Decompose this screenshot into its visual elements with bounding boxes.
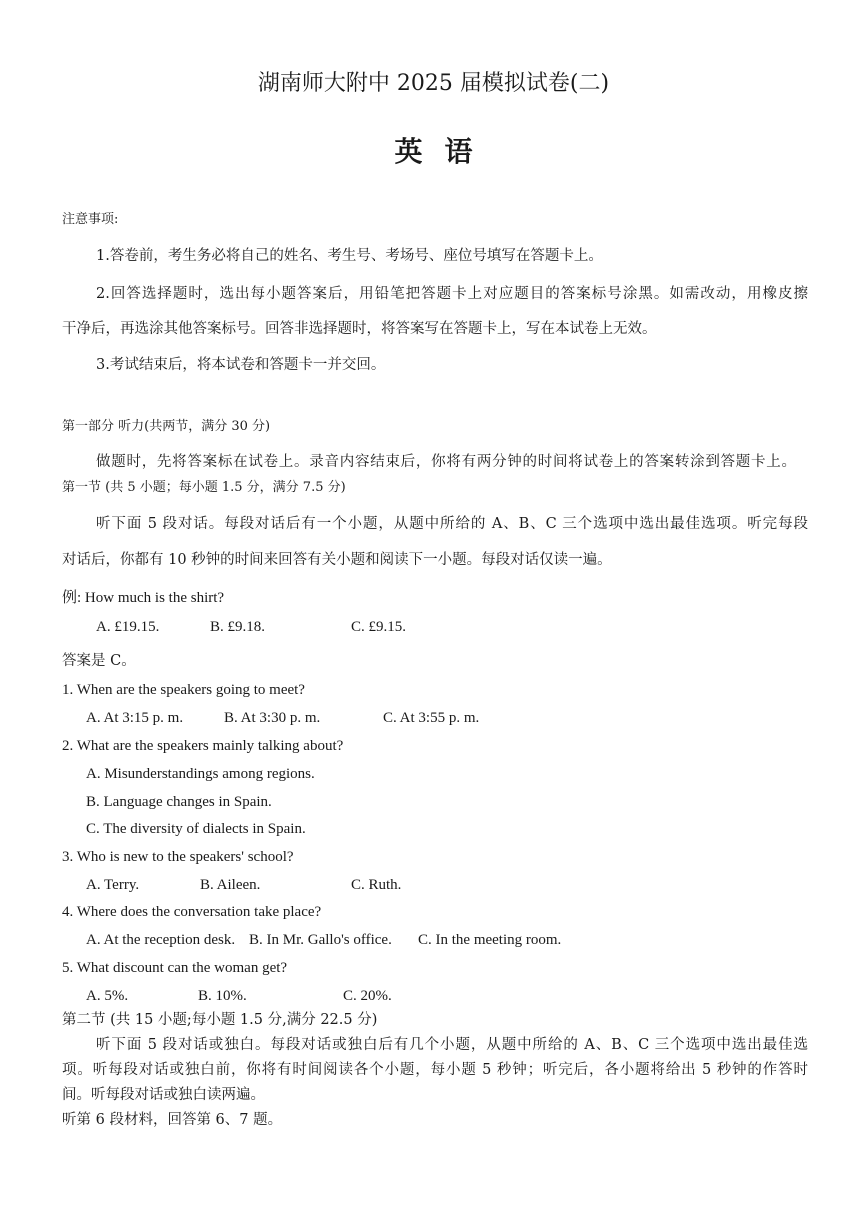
question-4-option-a: A. At the reception desk. <box>86 932 236 948</box>
question-2-option-c: C. The diversity of dialects in Spain. <box>86 821 306 837</box>
question-4-option-c: C. In the meeting room. <box>418 932 562 948</box>
question-2-option-b: B. Language changes in Spain. <box>86 794 272 810</box>
question-4: 4. Where does the conversation take place? <box>62 904 322 920</box>
notes-item-1: 1.答卷前，考生务必将自己的姓名、考生号、考场号、座位号填写在答题卡上。 <box>96 248 603 264</box>
question-5: 5. What discount can the woman get? <box>62 960 288 976</box>
notes-item-2-line-1: 2.回答选择题时，选出每小题答案后，用铅笔把答题卡上对应题目的答案标号涂黑。如需改动，用橡皮擦 <box>96 286 808 302</box>
section2-instruction-line-2: 项。听每段对话或独白前，你将有时间阅读各个小题，每小题 5 秒钟；听完后，各小题将给出 5 秒钟的作答时 <box>62 1062 808 1078</box>
example-option-b: B. £9.18. <box>210 619 266 635</box>
example-question: 例: How much is the shirt? <box>62 590 225 606</box>
question-3-option-c: C. Ruth. <box>351 877 402 893</box>
question-1: 1. When are the speakers going to meet? <box>62 682 305 698</box>
notes-heading: 注意事项: <box>62 212 119 227</box>
section1-heading: 第一节 (共 5 小题；每小题 1.5 分，满分 7.5 分) <box>62 480 346 495</box>
question-5-option-b: B. 10%. <box>198 988 247 1004</box>
question-2-option-a: A. Misunderstandings among regions. <box>86 766 315 782</box>
question-4-option-b: B. In Mr. Gallo's office. <box>249 932 392 948</box>
question-3-option-b: B. Aileen. <box>200 877 261 893</box>
question-1-option-a: A. At 3:15 p. m. <box>86 710 184 726</box>
question-3-option-a: A. Terry. <box>86 877 140 893</box>
question-3: 3. Who is new to the speakers' school? <box>62 849 294 865</box>
example-answer: 答案是 C。 <box>62 653 136 669</box>
section2-material-6: 听第 6 段材料，回答第 6、7 题。 <box>62 1112 283 1128</box>
section2-instruction-line-3: 间。听每段对话或独白读两遍。 <box>62 1087 265 1103</box>
section2-heading: 第二节 (共 15 小题;每小题 1.5 分,满分 22.5 分) <box>62 1012 378 1028</box>
notes-item-2-line-2: 干净后，再选涂其他答案标号。回答非选择题时，将答案写在答题卡上，写在本试卷上无效。 <box>62 321 657 337</box>
question-5-option-c: C. 20%. <box>343 988 392 1004</box>
question-5-option-a: A. 5%. <box>86 988 129 1004</box>
notes-item-3: 3.考试结束后，将本试卷和答题卡一并交回。 <box>96 357 386 373</box>
section1-instruction-line-2: 对话后，你都有 10 秒钟的时间来回答有关小题和阅读下一小题。每段对话仅读一遍。 <box>62 552 612 568</box>
example-option-a: A. £19.15. <box>96 619 160 635</box>
subject-title: 英语 <box>394 135 495 168</box>
question-1-option-b: B. At 3:30 p. m. <box>224 710 321 726</box>
section1-instruction-line-1: 听下面 5 段对话。每段对话后有一个小题，从题中所给的 A、B、C 三个选项中选出最佳选项。听完每段 <box>96 516 808 532</box>
part1-heading: 第一部分 听力(共两节，满分 30 分) <box>62 419 271 434</box>
question-2: 2. What are the speakers mainly talking about? <box>62 738 344 754</box>
question-1-option-c: C. At 3:55 p. m. <box>383 710 480 726</box>
part1-intro: 做题时，先将答案标在试卷上。录音内容结束后，你将有两分钟的时间将试卷上的答案转涂到答题卡上。 <box>96 454 796 470</box>
section2-instruction-line-1: 听下面 5 段对话或独白。每段对话或独白后有几个小题，从题中所给的 A、B、C 三个选项中选出最佳选 <box>96 1037 808 1053</box>
example-option-c: C. £9.15. <box>351 619 407 635</box>
exam-title: 湖南师大附中 2025 届模拟试卷(二) <box>257 71 610 96</box>
